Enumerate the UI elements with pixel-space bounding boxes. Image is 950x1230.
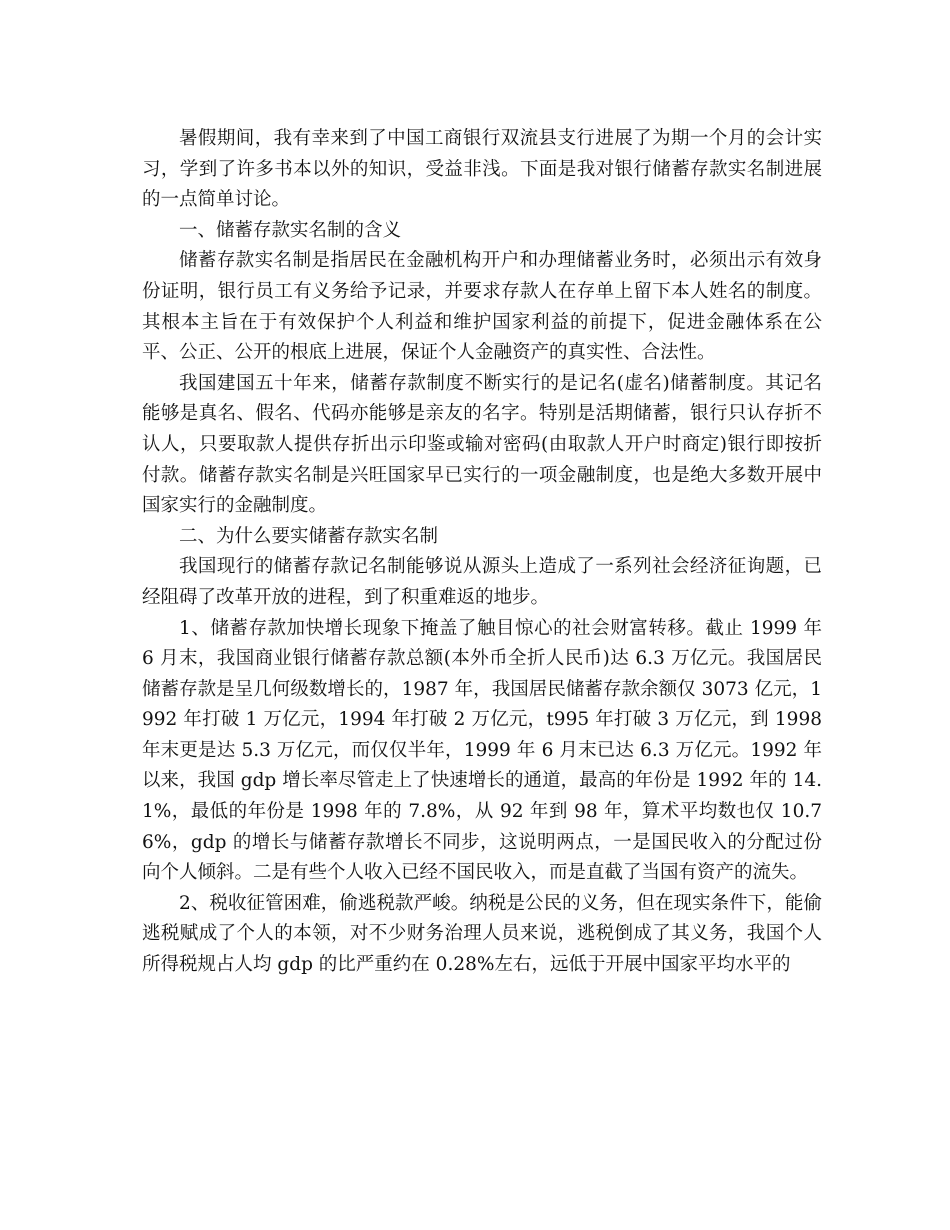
- section-heading-1: 一、储蓄存款实名制的含义: [179, 219, 402, 241]
- paragraph-problem: 我国现行的储蓄存款记名制能够说从源头上造成了一系列社会经济征询题，已经阻碍了改革开放的进程，到了积重难返的地步。: [142, 556, 822, 608]
- paragraph-definition: 储蓄存款实名制是指居民在金融机构开户和办理储蓄业务时，必须出示有效身份证明，银行员工有义务给予记录，并要求存款人在存单上留下本人姓名的制度。其根本主旨在于有效保护个人利益和维护国家利益的前提下，促进金融体系在公平、公正、公开的根底上进展，保证个人金融资产的真实性、合法性。: [142, 250, 822, 364]
- section-heading-2: 二、为什么要实储蓄存款实名制: [179, 525, 439, 547]
- paragraph-history: 我国建国五十年来，储蓄存款制度不断实行的是记名(虚名)储蓄制度。其记名能够是真名、假名、代码亦能够是亲友的名字。特别是活期储蓄，银行只认存折不认人，只要取款人提供存折出示印鉴或输对密码(由取款人开户时商定)银行即按折付款。储蓄存款实名制是兴旺国家早已实行的一项金融制度，也是绝大多数开展中国家实行的金融制度。: [142, 372, 822, 517]
- paragraph-intro: 暑假期间，我有幸来到了中国工商银行双流县支行进展了为期一个月的会计实习，学到了许多书本以外的知识，受益非浅。下面是我对银行储蓄存款实名制进展的一点简单讨论。: [142, 128, 822, 211]
- paragraph-point-1: 1、储蓄存款加快增长现象下掩盖了触目惊心的社会财富转移。截止 1999 年 6 月末，我国商业银行储蓄存款总额(本外币全折人民币)达 6.3 万亿元。我国居民储蓄存款是呈几何级数增长的，1987 年，我国居民储蓄存款余额仅 3073 亿元，1992 年打破 1 万亿元，1994 年打破 2 万亿元，t995 年打破 3 万亿元，到 1998 年末更是达 5.3 万亿元，而仅仅半年，1999 年 6 月末已达 6.3 万亿元。1992 年以来，我国 gdp 增长率尽管走上了快速增长的通道，最高的年份是 1992 年的 14.1%，最低的年份是 1998 年的 7.8%，从 92 年到 98 年，算术平均数也仅 10.76%，gdp 的增长与储蓄存款增长不同步，这说明两点，一是国民收入的分配过份向个人倾斜。二是有些个人收入已经不国民收入，而是直截了当国有资产的流失。: [142, 617, 822, 884]
- paragraph-point-2: 2、税收征管困难，偷逃税款严峻。纳税是公民的义务，但在现实条件下，能偷逃税赋成了个人的本领，对不少财务治理人员来说，逃税倒成了其义务，我国个人所得税规占人均 gdp 的比严重约在 0.28%左右，远低于开展中国家平均水平的: [142, 892, 822, 976]
